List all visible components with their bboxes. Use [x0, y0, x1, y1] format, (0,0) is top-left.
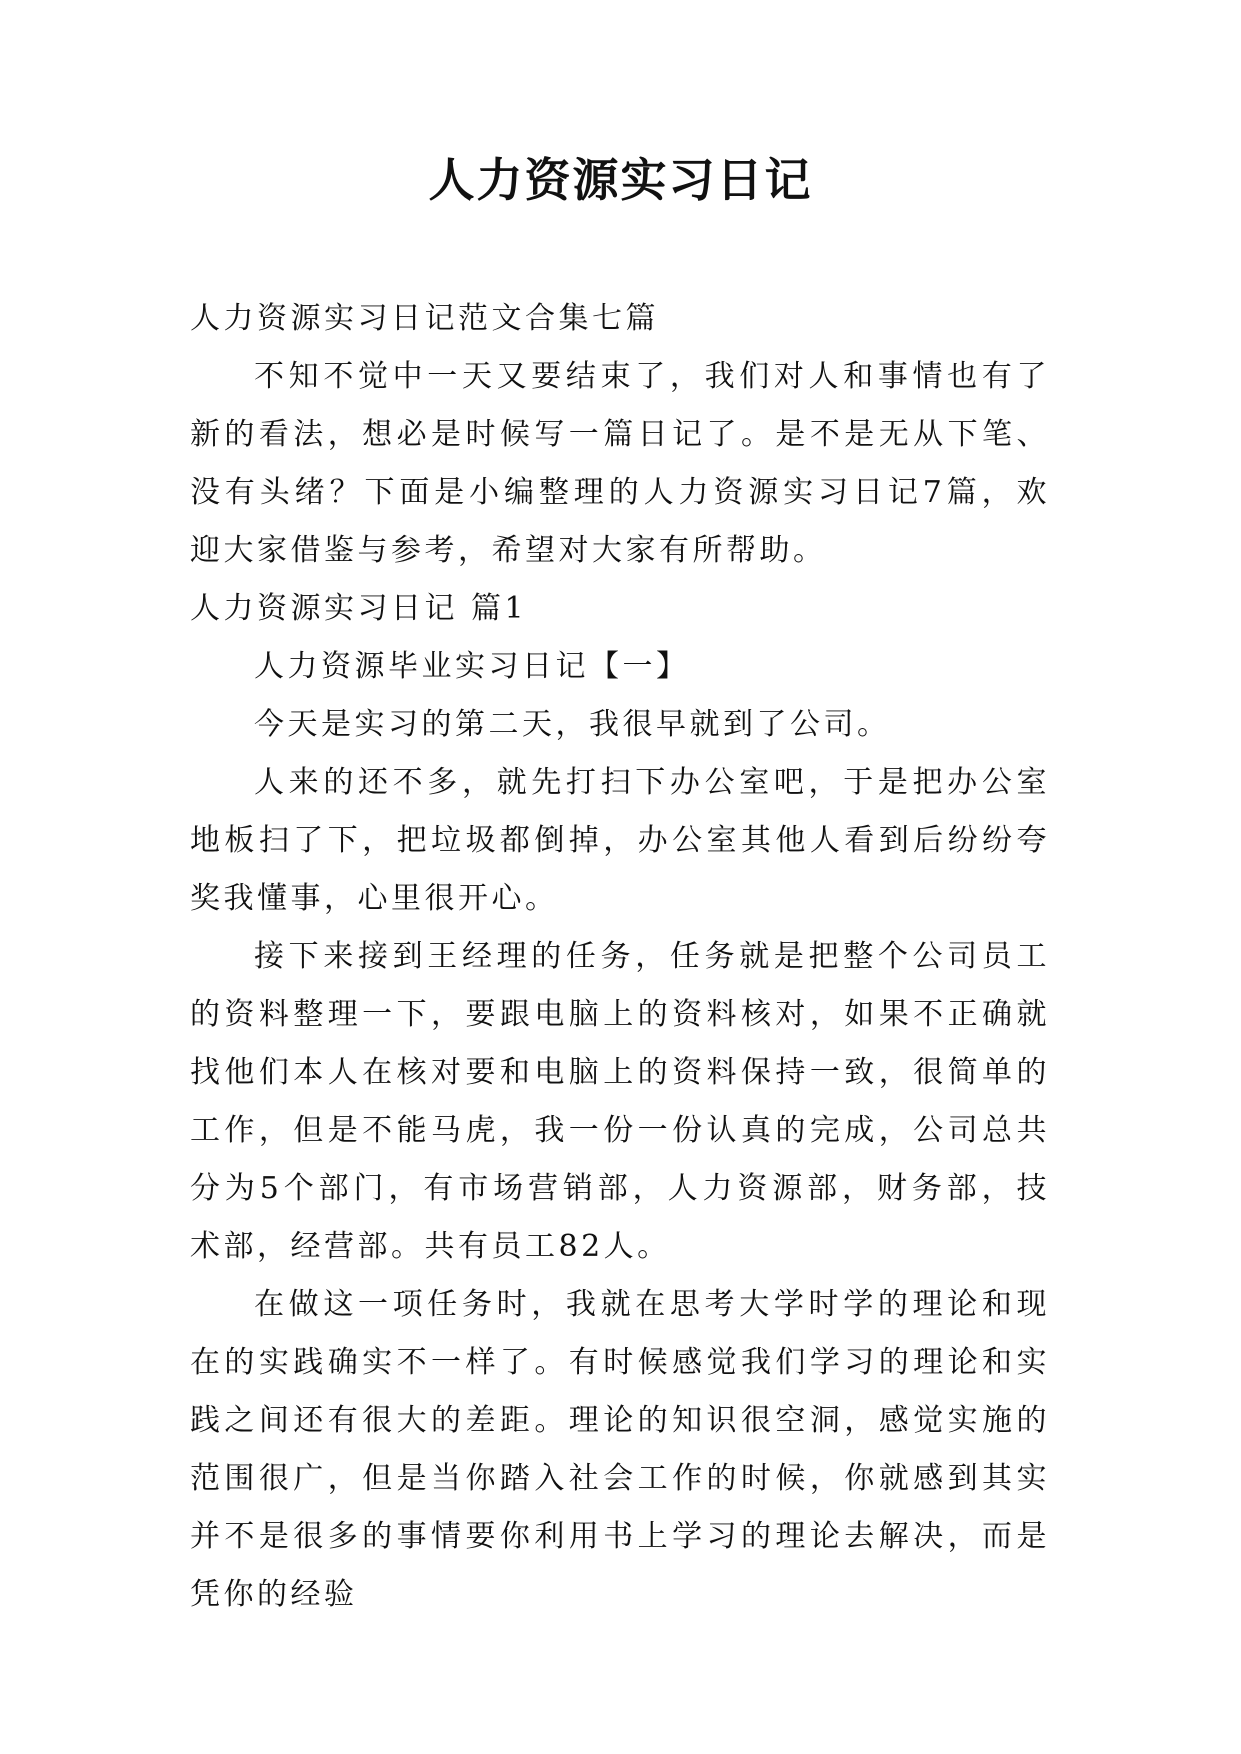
body-paragraph: 接下来接到王经理的任务，任务就是把整个公司员工的资料整理一下，要跟电脑上的资料核对，如果不正确就找他们本人在核对要和电脑上的资料保持一致，很简单的工作，但是不能马虎，我一份一份认真的完成，公司总共分为5个部门，有市场营销部，人力资源部，财务部，技术部，经营部。共有员工82人。 — [190, 939, 1050, 1264]
section-heading: 人力资源实习日记 篇1 — [190, 591, 528, 626]
body-paragraph: 今天是实习的第二天，我很早就到了公司。 — [254, 707, 891, 742]
document-title: 人力资源实习日记 — [428, 153, 813, 207]
document-subtitle: 人力资源实习日记范文合集七篇 — [190, 301, 659, 336]
body-paragraph: 在做这一项任务时，我就在思考大学时学的理论和现在的实践确实不一样了。有时候感觉我们学习的理论和实践之间还有很大的差距。理论的知识很空洞，感觉实施的范围很广，但是当你踏入社会工作的时候，你就感到其实并不是很多的事情要你利用书上学习的理论去解决，而是凭你的经验 — [190, 1287, 1050, 1612]
entry-title: 人力资源毕业实习日记【一】 — [254, 649, 690, 684]
intro-paragraph: 不知不觉中一天又要结束了，我们对人和事情也有了新的看法，想必是时候写一篇日记了。是不是无从下笔、没有头绪？下面是小编整理的人力资源实习日记7篇，欢迎大家借鉴与参考，希望对大家有所帮助。 — [190, 359, 1050, 568]
document-body — [190, 290, 1050, 1624]
body-paragraph: 人来的还不多，就先打扫下办公室吧，于是把办公室地板扫了下，把垃圾都倒掉，办公室其他人看到后纷纷夸奖我懂事，心里很开心。 — [190, 765, 1050, 916]
